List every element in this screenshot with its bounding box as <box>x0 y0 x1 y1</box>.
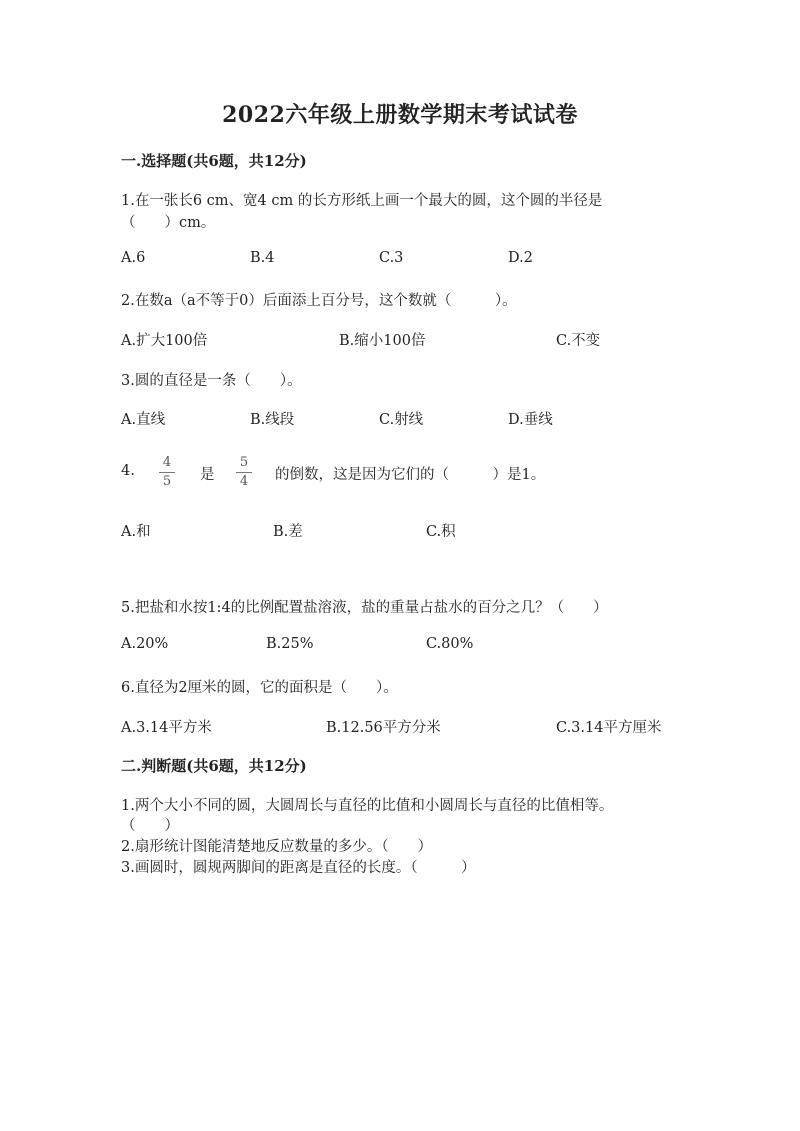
judgement-3-text: 3.画圆时，圆规两脚间的距离是直径的长度。（ ） <box>121 860 476 876</box>
question-3-option-c: C.射线 <box>379 412 424 428</box>
question-4-option-b: B.差 <box>273 524 303 540</box>
question-4-mid: 是 <box>200 467 215 483</box>
fraction-numerator: 4 <box>162 455 172 470</box>
question-5-text: 5.把盐和水按1:4的比例配置盐溶液，盐的重量占盐水的百分之几？（ ） <box>121 600 608 616</box>
question-5-option-a: A.20% <box>121 636 169 652</box>
question-2-option-b: B.缩小100倍 <box>339 333 426 349</box>
section-heading-judgement: 二.判断题(共6题，共12分) <box>121 757 307 775</box>
question-2-option-c: C.不变 <box>556 333 601 349</box>
question-4-number: 4. <box>121 463 135 479</box>
judgement-2-text: 2.扇形统计图能清楚地反应数量的多少。（ ） <box>121 839 433 855</box>
question-1-option-b: B.4 <box>250 250 275 266</box>
fraction-bar <box>236 472 252 473</box>
question-2-option-a: A.扩大100倍 <box>121 333 208 349</box>
question-1-text: 1.在一张长6 cm、宽4 cm 的长方形纸上画一个最大的圆，这个圆的半径是 <box>121 193 603 209</box>
judgement-1-text: 1.两个大小不同的圆，大圆周长与直径的比值和小圆周长与直径的比值相等。 <box>121 798 614 814</box>
fraction-five-fourths <box>236 455 252 490</box>
question-1-option-d: D.2 <box>508 250 533 266</box>
question-6-option-a: A.3.14平方米 <box>121 720 212 736</box>
judgement-1-blank: （ ） <box>121 818 179 834</box>
question-6-text: 6.直径为2厘米的圆，它的面积是（ ）。 <box>121 680 398 696</box>
question-6-option-c: C.3.14平方厘米 <box>556 720 662 736</box>
question-4-tail: 的倒数，这是因为它们的（ ）是1。 <box>275 467 546 483</box>
question-4-option-c: C.积 <box>426 524 456 540</box>
question-5-option-b: B.25% <box>266 636 314 652</box>
question-3-text: 3.圆的直径是一条（ ）。 <box>121 373 302 389</box>
fraction-denominator: 4 <box>239 474 249 489</box>
question-1-option-c: C.3 <box>379 250 404 266</box>
fraction-denominator: 5 <box>162 474 172 489</box>
question-1-option-a: A.6 <box>121 250 146 266</box>
fraction-four-fifths <box>159 455 175 490</box>
fraction-numerator: 5 <box>239 455 249 470</box>
question-3-option-b: B.线段 <box>250 412 295 428</box>
question-6-option-b: B.12.56平方分米 <box>326 720 441 736</box>
question-3-option-a: A.直线 <box>121 412 166 428</box>
question-2-text: 2.在数a（a不等于0）后面添上百分号，这个数就（ ）。 <box>121 293 517 309</box>
page-title: 2022六年级上册数学期末考试试卷 <box>222 102 578 128</box>
question-4-option-a: A.和 <box>121 524 151 540</box>
fraction-bar <box>159 472 175 473</box>
section-heading-choice: 一.选择题(共6题，共12分) <box>121 152 307 170</box>
question-5-option-c: C.80% <box>426 636 474 652</box>
question-1-text-cont: （ ）cm。 <box>121 215 216 231</box>
question-3-option-d: D.垂线 <box>508 412 553 428</box>
